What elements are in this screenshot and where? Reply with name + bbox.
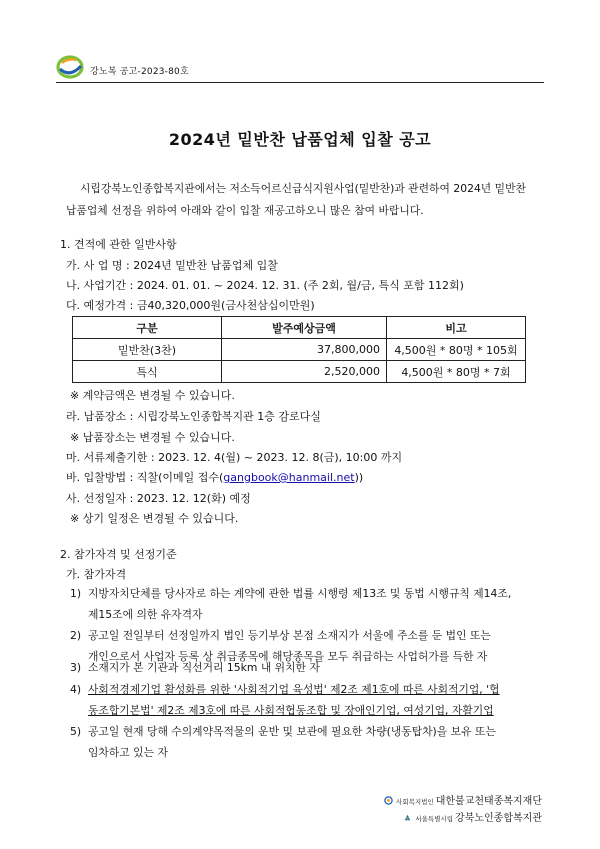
footer-org-1 — [384, 792, 542, 807]
item-selection-date: 사. 선정일자 : 2023. 12. 12(화) 예정 — [66, 492, 251, 505]
document-number: 강노복 공고-2023-80호 — [90, 67, 189, 77]
item-project-name: 가. 사 업 명 : 2024년 밑반찬 납품업체 입찰 — [66, 259, 278, 272]
table-row — [73, 339, 526, 361]
list-item-line: 공고일 현재 당해 수의계약목적물의 운반 및 보관에 필요한 차량(냉동탑차)을 보유 또는 — [88, 725, 496, 738]
item-project-period: 나. 사업기간 : 2024. 01. 01. ~ 2024. 12. 31. (주 2회, 월/금, 특식 포함 112회) — [66, 279, 464, 292]
table-header-row — [73, 317, 526, 339]
item-estimated-price: 다. 예정가격 : 금40,320,000원(금사천삼십이만원) — [66, 299, 315, 312]
footer-org-1-name: 대한불교천태종복지재단 — [435, 796, 542, 807]
note-schedule: ※ 상기 일정은 변경될 수 있습니다. — [70, 512, 239, 525]
welfare-center-logo-icon — [56, 54, 84, 80]
list-item-number: 5) — [70, 725, 82, 738]
header-divider — [56, 82, 544, 83]
footer-org-1-prefix: 사회복지법인 — [396, 798, 434, 806]
footer-org-2-prefix: 서울특별시립 — [415, 815, 454, 823]
list-item-number: 2) — [70, 629, 82, 642]
price-table — [72, 316, 526, 383]
intro-line-2: 납품업체 선정을 위하여 아래와 같이 입찰 재공고하오니 많은 참여 바랍니다. — [66, 204, 424, 217]
footer-org-2 — [403, 809, 542, 824]
foundation-logo-icon — [384, 796, 393, 805]
list-item-line: 개인으로서 사업자 등록 상 취급종목에 해당종목을 모두 취급하는 사업허가를 득한 자 — [88, 650, 488, 663]
list-item-line: 임차하고 있는 자 — [88, 746, 168, 759]
table-header-cell: 비고 — [387, 317, 526, 339]
page-title: 2024년 밑반찬 납품업체 입찰 공고 — [168, 130, 432, 149]
list-item-line: 지방자치단체를 당사자로 하는 계약에 관한 법률 시행령 제13조 및 동법 시행규칙 제14조, — [88, 587, 512, 600]
item-submission-deadline: 마. 서류제출기한 : 2023. 12. 4(월) ~ 2023. 12. 8(금), 10:00 까지 — [66, 451, 403, 464]
list-item-line: 사회적경제기업 활성화를 위한 '사회적기업 육성법' 제2조 제1호에 따른 사회적기업, '협 — [88, 683, 500, 696]
table-cell-amount: 2,520,000 — [222, 361, 387, 383]
bid-method-suffix: )) — [354, 471, 364, 484]
welfare-center-logo-icon — [403, 813, 412, 822]
note-contract-amount: ※ 계약금액은 변경될 수 있습니다. — [70, 389, 235, 402]
table-header-cell: 구분 — [73, 317, 222, 339]
intro-line-1: 시립강북노인종합복지관에서는 저소득어르신급식지원사업(밑반찬)과 관련하여 2024년 밑반찬 — [80, 182, 526, 195]
list-item — [70, 657, 550, 678]
intro-paragraph — [66, 178, 548, 222]
list-item-line: 제15조에 의한 유자격자 — [88, 608, 203, 621]
footer-org-2-name: 강북노인종합복지관 — [455, 813, 542, 824]
table-cell-note: 4,500원 * 80명 * 105회 — [387, 339, 526, 361]
table-header-cell: 발주예상금액 — [222, 317, 387, 339]
list-item — [70, 721, 550, 763]
sub-heading-qualifications: 가. 참가자격 — [66, 568, 127, 581]
list-item-line: 공고일 전일부터 선정일까지 법인 등기부상 본점 소재지가 서울에 주소를 둔 법인 또는 — [88, 629, 491, 642]
list-item — [70, 679, 550, 721]
note-delivery-place: ※ 납품장소는 변경될 수 있습니다. — [70, 431, 235, 444]
list-item-number: 4) — [70, 683, 82, 696]
list-item-line: 소재지가 본 기관과 직선거리 15km 내 위치한 자 — [88, 661, 320, 674]
list-item-line: 동조합기본법' 제2조 제3호에 따른 사회적협동조합 및 장애인기업, 여성기업, 자활기업 — [88, 704, 494, 717]
table-cell-category: 밑반찬(3찬) — [73, 339, 222, 361]
email-link[interactable]: gangbook@hanmail.net — [223, 471, 355, 484]
bid-method-prefix: 바. 입찰방법 : 직찰(이메일 접수( — [66, 471, 224, 484]
section-2-heading: 2. 참가자격 및 선정기준 — [60, 548, 177, 561]
list-item-number: 1) — [70, 587, 82, 600]
item-bid-method — [66, 469, 363, 485]
list-item — [70, 583, 550, 625]
list-item-number: 3) — [70, 661, 82, 674]
table-cell-category: 특식 — [73, 361, 222, 383]
section-1-heading: 1. 견적에 관한 일반사항 — [60, 238, 177, 251]
table-cell-note: 4,500원 * 80명 * 7회 — [387, 361, 526, 383]
table-row — [73, 361, 526, 383]
table-cell-amount: 37,800,000 — [222, 339, 387, 361]
item-delivery-place: 라. 납품장소 : 시립강북노인종합복지관 1층 감로다실 — [66, 410, 321, 423]
